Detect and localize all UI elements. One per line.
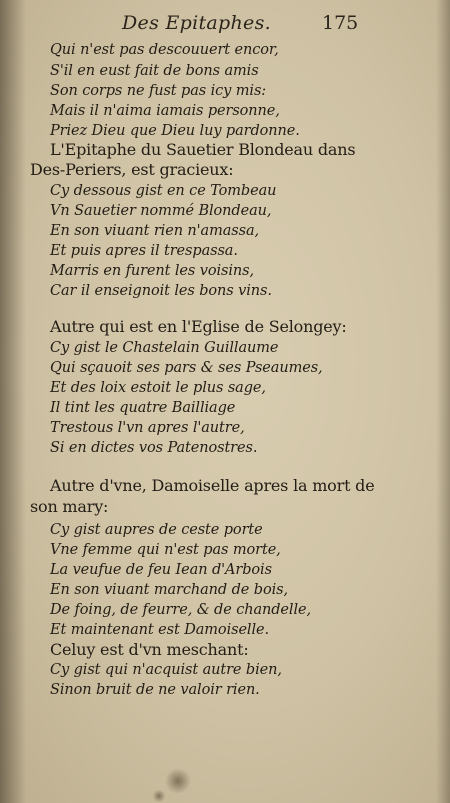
- text-line: Sinon bruit de ne valoir rien.: [50, 682, 260, 698]
- text-line: Priez Dieu que Dieu luy pardonne.: [50, 123, 300, 139]
- text-line: La veufue de feu Iean d'Arbois: [50, 562, 272, 578]
- page-edge-shadow: [436, 0, 450, 803]
- text-line: Celuy est d'vn meschant:: [50, 640, 249, 659]
- text-line: Cy gist qui n'acquist autre bien,: [50, 662, 282, 678]
- page-number: 175: [322, 12, 359, 34]
- ink-stain: [152, 790, 166, 802]
- text-line: De foing, de feurre, & de chandelle,: [50, 602, 311, 618]
- text-line: Autre qui est en l'Eglise de Selongey:: [50, 317, 347, 336]
- text-line: S'il en eust fait de bons amis: [50, 63, 259, 79]
- text-line: En son viuant rien n'amassa,: [50, 223, 260, 239]
- text-line: Et maintenant est Damoiselle.: [50, 622, 269, 638]
- text-line: Il tint les quatre Bailliage: [50, 400, 236, 416]
- text-line: Cy gist le Chastelain Guillaume: [50, 340, 279, 356]
- text-line: Mais il n'aima iamais personne,: [50, 103, 280, 119]
- text-line: Autre d'vne, Damoiselle apres la mort de: [50, 476, 375, 495]
- text-line: Cy gist aupres de ceste porte: [50, 522, 263, 538]
- text-line: Des-Periers, est gracieux:: [30, 160, 234, 179]
- text-line: son mary:: [30, 497, 109, 516]
- text-line: En son viuant marchand de bois,: [50, 582, 288, 598]
- page-header: [0, 12, 450, 40]
- text-line: Car il enseignoit les bons vins.: [50, 283, 272, 299]
- text-line: Vn Sauetier nommé Blondeau,: [50, 203, 272, 219]
- text-line: Et des loix estoit le plus sage,: [50, 380, 266, 396]
- ink-stain: [165, 768, 191, 794]
- text-line: Son corps ne fust pas icy mis:: [50, 83, 267, 99]
- text-line: Trestous l'vn apres l'autre,: [50, 420, 245, 436]
- text-line: Qui n'est pas descouuert encor,: [50, 42, 279, 58]
- text-line: Vne femme qui n'est pas morte,: [50, 542, 281, 558]
- text-line: L'Epitaphe du Sauetier Blondeau dans: [50, 140, 356, 159]
- text-line: Si en dictes vos Patenostres.: [50, 440, 258, 456]
- text-line: Et puis apres il trespassa.: [50, 243, 238, 259]
- running-head: Des Epitaphes.: [122, 12, 271, 34]
- text-line: Qui sçauoit ses pars & ses Pseaumes,: [50, 360, 323, 376]
- gutter-shadow: [0, 0, 26, 803]
- text-line: Marris en furent les voisins,: [50, 263, 254, 279]
- text-line: Cy dessous gist en ce Tombeau: [50, 183, 277, 199]
